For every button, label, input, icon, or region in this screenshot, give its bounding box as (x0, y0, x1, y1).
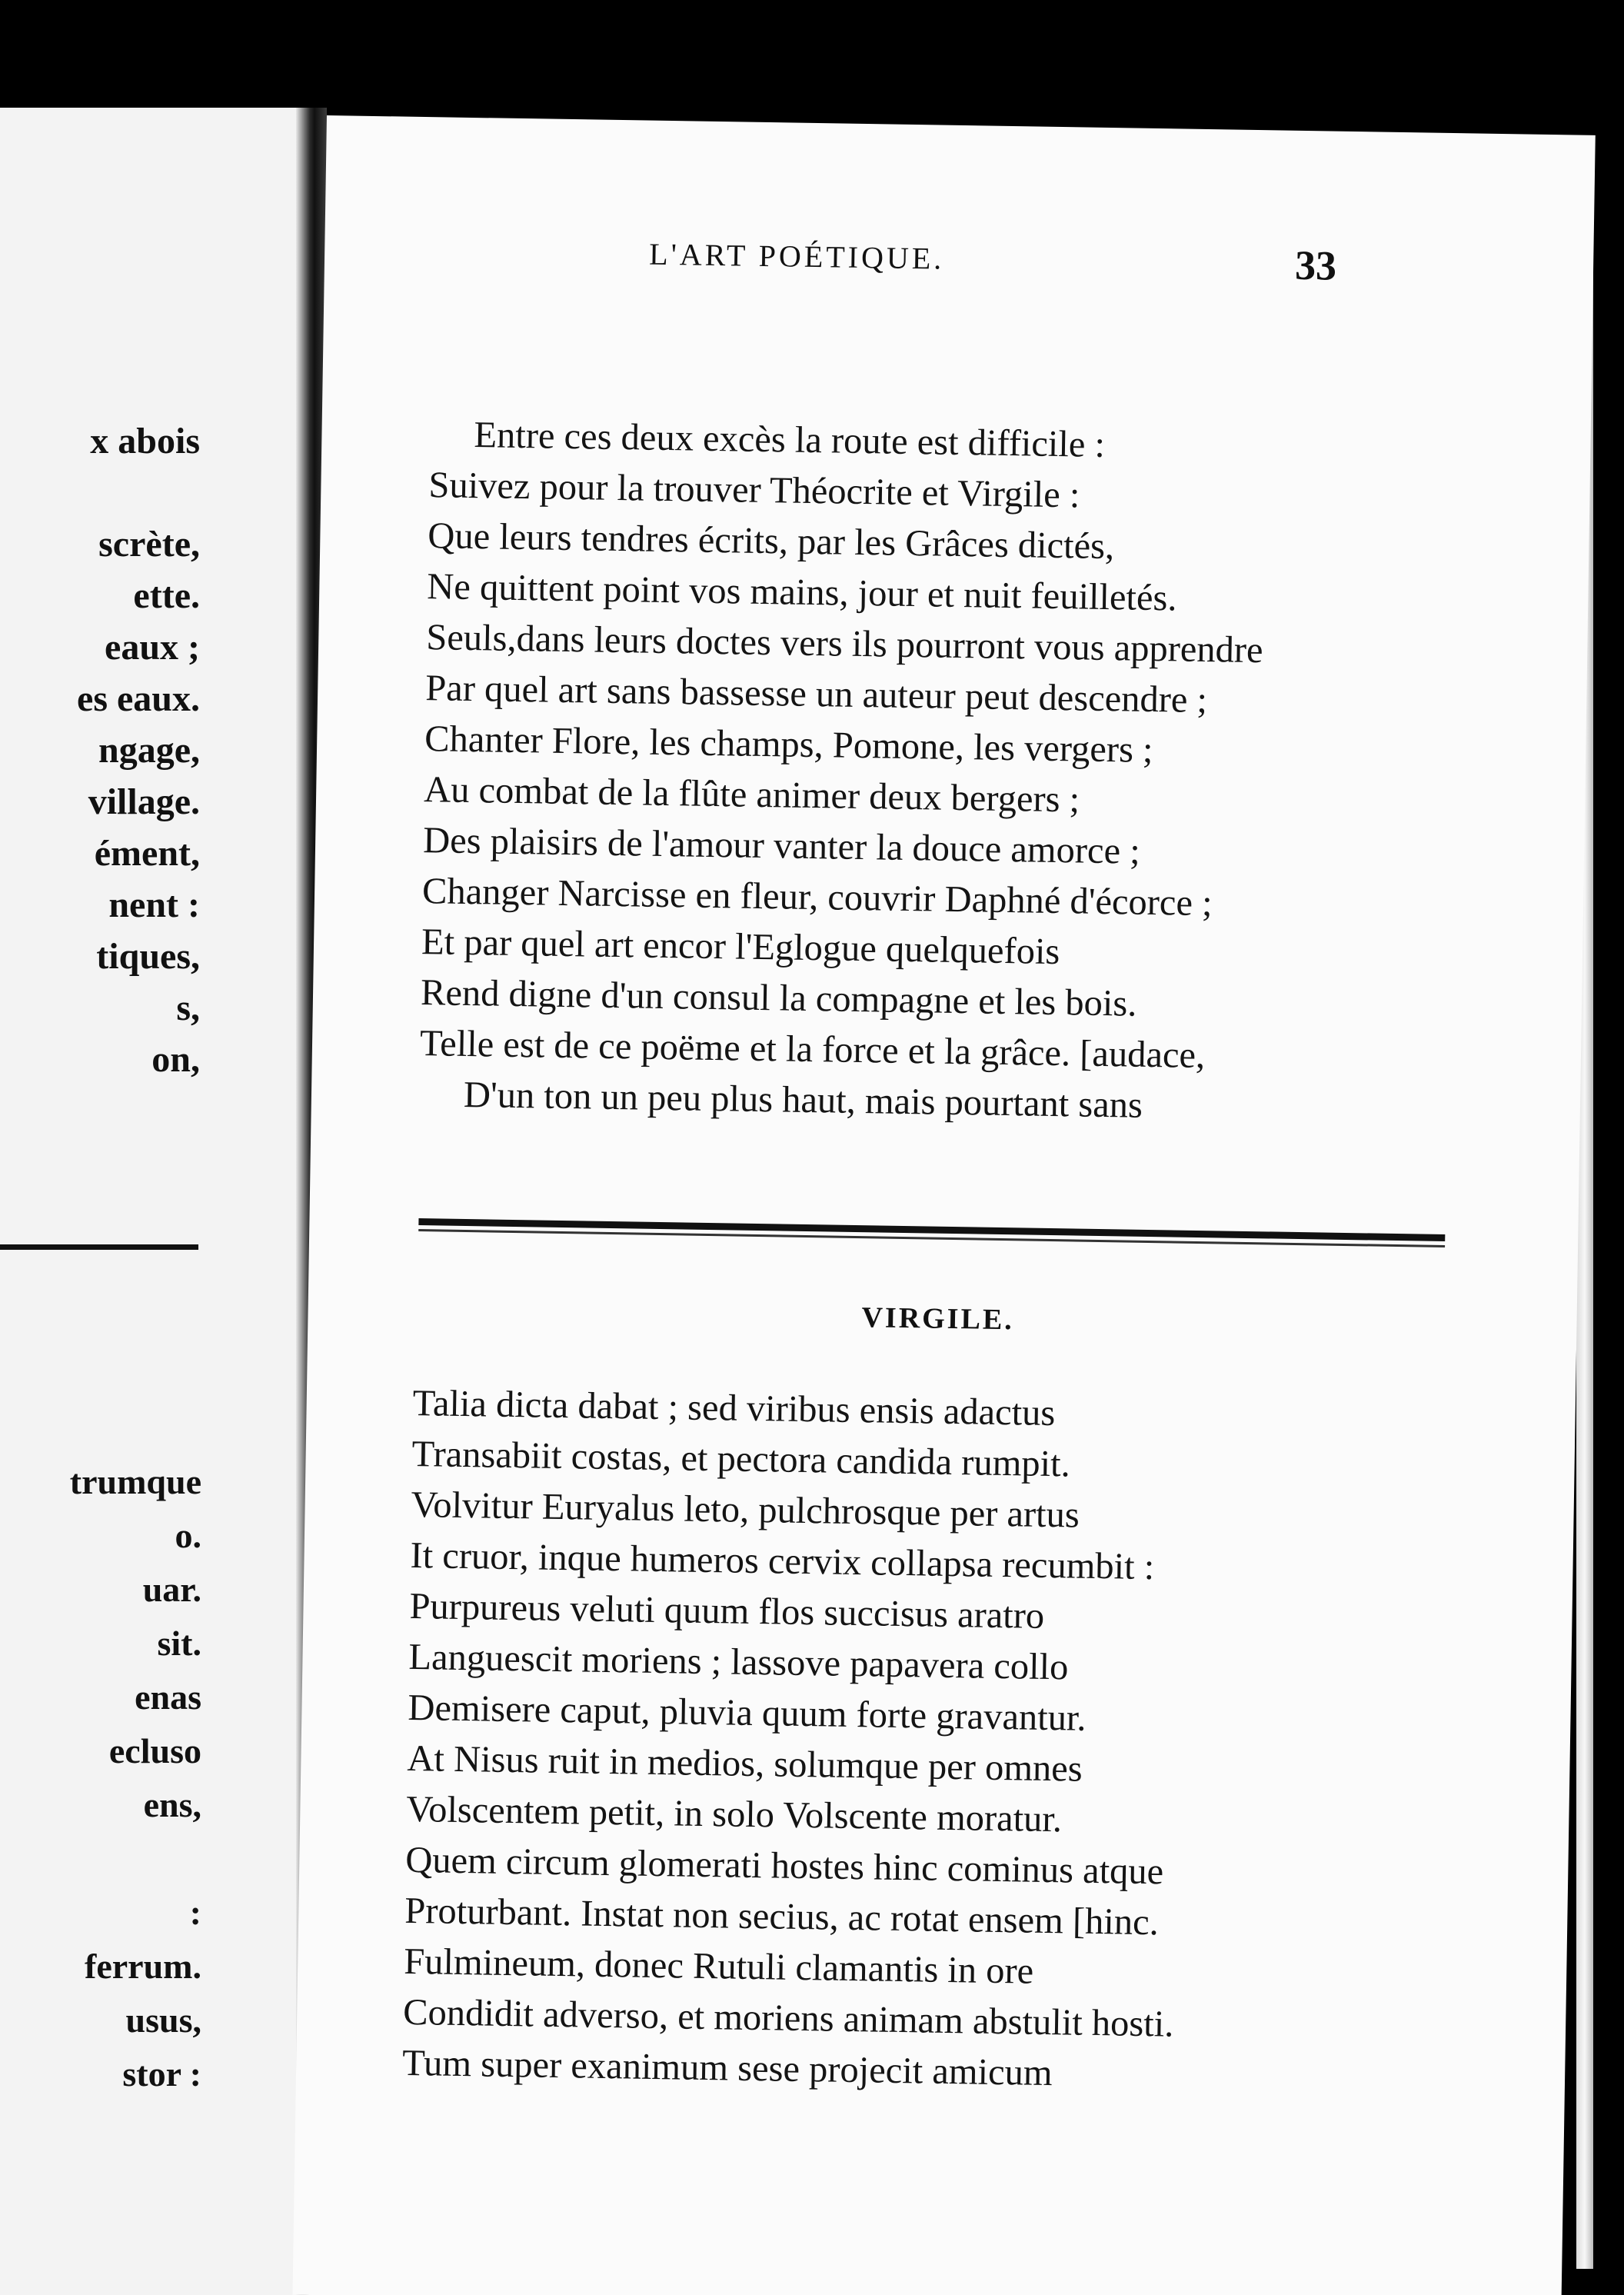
latin-line: Demisere caput, pluvia quum forte gravantur. (408, 1687, 1087, 1739)
previous-page-line: ens, (143, 1785, 201, 1824)
previous-page-line: uar. (142, 1570, 201, 1609)
poem-line: Par quel art sans bassesse un auteur peut descendre ; (424, 668, 1208, 721)
previous-page-text-bottom (0, 1455, 201, 2101)
previous-page-line: eaux ; (105, 627, 200, 668)
latin-line: Volscentem petit, in solo Volscente moratur. (406, 1788, 1063, 1840)
previous-page-text-top (0, 415, 200, 1085)
previous-page-line: sit. (157, 1624, 201, 1663)
poem-line: Suivez pour la trouver Théocrite et Virgile : (428, 465, 1080, 516)
latin-line: Quem circum glomerati hostes hinc cominus atque (404, 1839, 1164, 1893)
previous-page-line: ette. (133, 575, 200, 616)
previous-page-rule (0, 1244, 198, 1250)
previous-page-line: scrète, (98, 524, 200, 565)
poem-line: Des plaisirs de l'amour vanter la douce amorce ; (422, 820, 1141, 872)
previous-page-line: stor : (122, 2054, 201, 2093)
poem-line: Et par quel art encor l'Eglogue quelquefois (421, 921, 1060, 973)
latin-line: Transabiit costas, et pectora candida rumpit. (411, 1433, 1071, 1485)
poem-line: D'un ton un peu plus haut, mais pourtant sans (463, 1074, 1143, 1126)
previous-page-line: o. (175, 1516, 201, 1555)
previous-page-line: es eaux. (77, 678, 200, 719)
running-title: L'ART POÉTIQUE. (648, 236, 945, 276)
latin-line: Tum super exanimum sese projecit amicum (401, 2042, 1053, 2094)
latin-line: Purpureus veluti quum flos succisus aratro (409, 1585, 1045, 1637)
page-number: 33 (1294, 241, 1337, 289)
latin-text (402, 1378, 1489, 2106)
previous-page-line: : (189, 1893, 201, 1932)
previous-page-line: s, (176, 988, 200, 1028)
poem-line: Rend digne d'un consul la compagne et les bois. (420, 972, 1137, 1024)
latin-line: Talia dicta dabat ; sed viribus ensis adactus (412, 1382, 1056, 1434)
previous-page-line: village. (88, 781, 200, 822)
previous-page-line (0, 467, 200, 518)
section-title: VIRGILE. (861, 1301, 1015, 1337)
previous-page-line (0, 1832, 201, 1886)
poem-line: Entre ces deux excès la route est difficile : (474, 415, 1106, 465)
latin-line: Proturbant. Instat non secius, ac rotat ensem [hinc. (404, 1890, 1160, 1944)
poem-line: Telle est de ce poëme et la force et la grâce. [audace, (419, 1023, 1206, 1077)
previous-page-line: tiques, (96, 936, 200, 977)
latin-line: Volvitur Euryalus leto, pulchrosque per artus (411, 1484, 1080, 1536)
latin-line: Fulmineum, donec Rutuli clamantis in ore (403, 1940, 1034, 1992)
previous-page-line: ecluso (108, 1731, 201, 1770)
latin-line: Languescit moriens ; lassove papavera collo (408, 1636, 1069, 1688)
latin-line: It cruor, inque humeros cervix collapsa recumbit : (410, 1534, 1155, 1588)
previous-page-line: usus, (125, 2000, 201, 2040)
poem-line: Changer Narcisse en fleur, couvrir Daphné d'écorce ; (421, 871, 1213, 924)
previous-page-line: enas (135, 1677, 201, 1717)
poem-line: Ne quittent point vos mains, jour et nuit feuilletés. (426, 566, 1177, 619)
previous-page-line: trumque (69, 1462, 201, 1501)
previous-page-line: x abois (90, 421, 200, 461)
previous-page-line: ngage, (98, 730, 200, 771)
previous-page-line: ferrum. (85, 1947, 201, 1986)
poem-line: Seuls,dans leurs doctes vers ils pourront vous apprendre (425, 617, 1263, 671)
previous-page-line: on, (151, 1039, 200, 1080)
previous-page-line: ément, (94, 833, 200, 874)
poem-text (419, 409, 1506, 1137)
poem-line: Au combat de la flûte animer deux bergers ; (423, 769, 1080, 821)
poem-line: Chanter Flore, les champs, Pomone, les vergers ; (424, 718, 1153, 771)
poem-line: Que leurs tendres écrits, par les Grâces dictés, (428, 515, 1115, 568)
latin-line: At Nisus ruit in medios, solumque per omnes (407, 1737, 1083, 1790)
current-page (292, 115, 1595, 2295)
latin-line: Condidit adverso, et moriens animam abstulit hosti. (402, 1991, 1174, 2045)
previous-page-line: nent : (108, 884, 200, 925)
